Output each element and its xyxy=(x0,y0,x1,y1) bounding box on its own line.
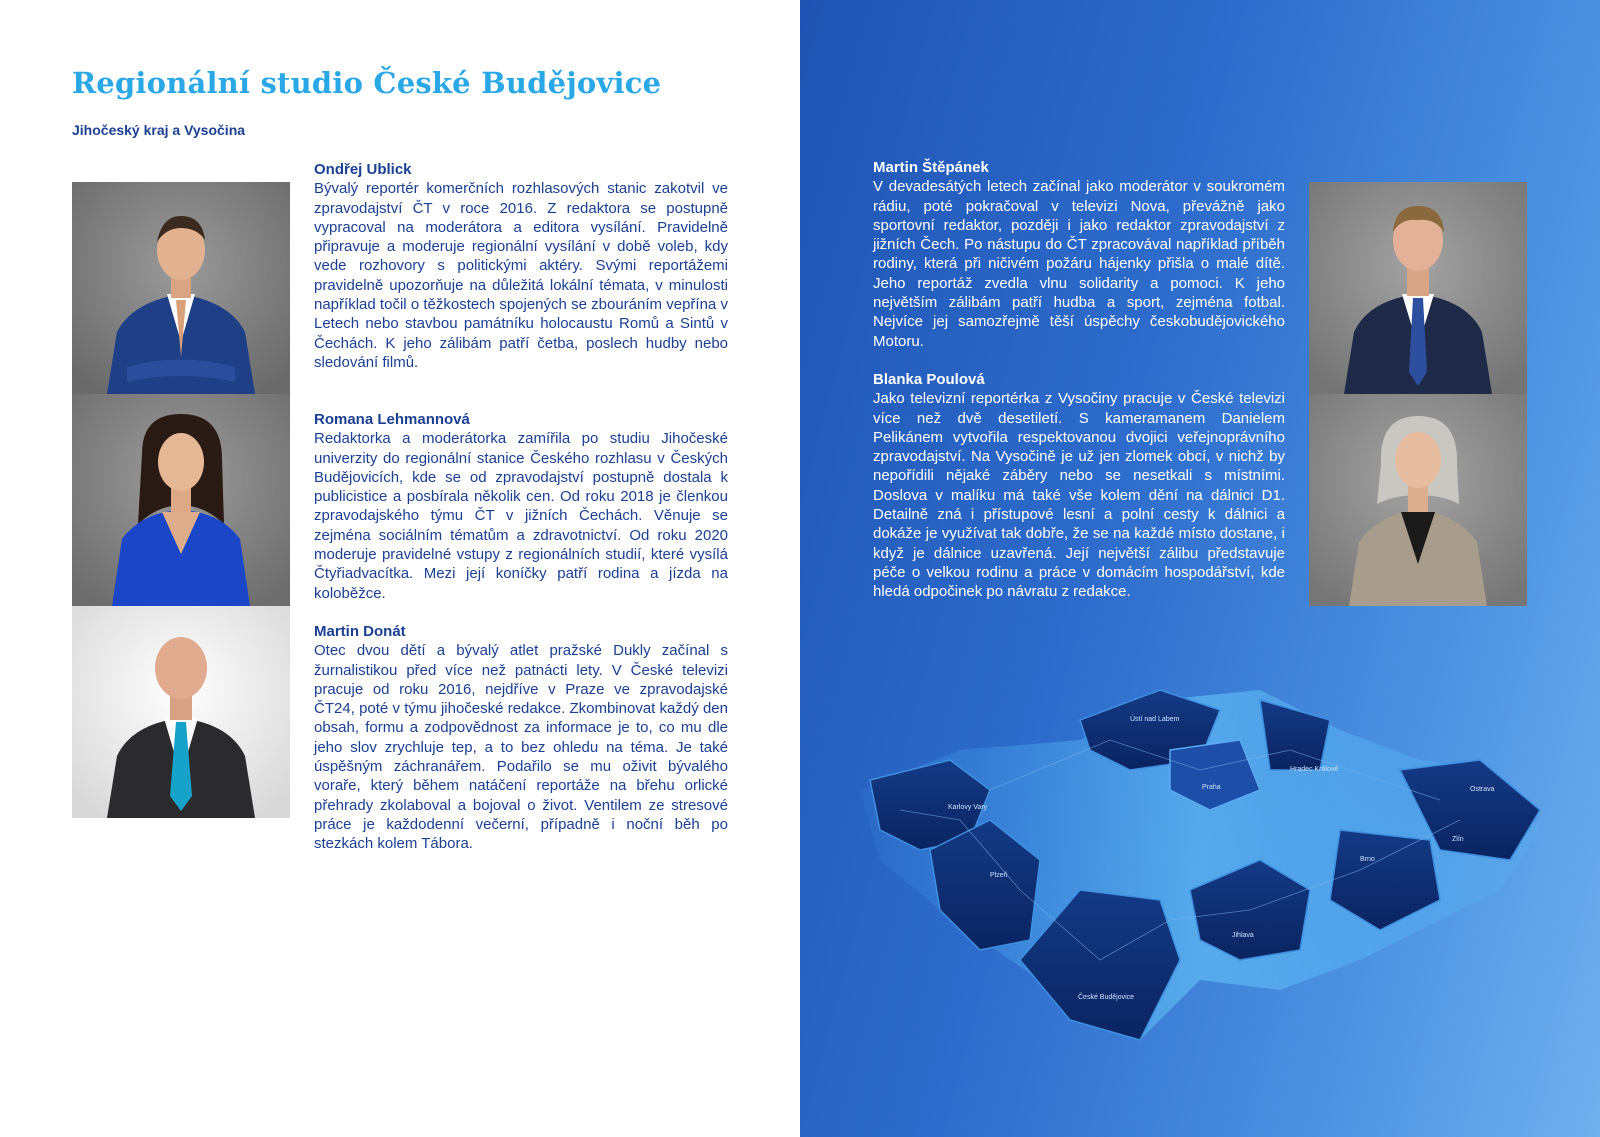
portrait-martin-donat xyxy=(72,606,290,818)
person-bio: Otec dvou dětí a bývalý atlet pražské Dukly začínal s žurnalistikou před více než patnácti lety. V České televizi pracuje od roku 2016, nejdříve v Praze ve zpravodajské ČT24, poté v týmu jihočeské redakce. Zkombinovat každý den obsah, formu a zodpovědnost za informace je to, co mu dle jeho slov zrychluje tep, a to bez ohledu na téma. Je také úspěšným záchranářem. Podařilo se mu oživit bývalého voraře, který během natáčení reportáže na břehu orlické přehrady zkolaboval a bojoval o život. Ventilem ze stresové práce je každodenní večerní, případně i noční běh po stezkách kolem Tábora. xyxy=(314,642,728,853)
bio-martin-stepanek xyxy=(873,158,1285,351)
czech-map-illustration xyxy=(840,660,1580,1100)
bio-ondrej-ublick xyxy=(314,160,728,372)
person-bio: Redaktorka a moderátorka zamířila po studiu Jihočeské univerzity do regionální stanice Českého rozhlasu v Českých Budějovicích, kde se od zpravodajství postupně dostala k publicistice a posbírala několik cen. Od roku 2018 je členkou zpravodajského týmu ČT v jižních Čechách. Věnuje se zejména sociálním tématům a zdravotnictví. Od roku 2020 moderuje pravidelné vstupy z regionálních studií, které vysílá Čtyřiadvacítka. Mezi její koníčky patří rodina a jízda na koloběžce. xyxy=(314,430,728,602)
person-name: Ondřej Ublick xyxy=(314,161,412,178)
portrait-blanka-poulova xyxy=(1309,394,1527,606)
person-name: Blanka Poulová xyxy=(873,371,985,388)
person-name: Martin Štěpánek xyxy=(873,159,989,176)
portrait-martin-stepanek xyxy=(1309,182,1527,394)
map-label-usti-nad-labem: Ústí nad Labem xyxy=(1130,716,1180,723)
bio-martin-donat xyxy=(314,622,728,854)
map-label-karlovy-vary: Karlovy Vary xyxy=(948,804,988,811)
bio-blanka-poulova xyxy=(873,370,1285,602)
portrait-romana-lehmannova xyxy=(72,394,290,606)
person-name: Romana Lehmannová xyxy=(314,411,470,428)
bio-romana-lehmannova xyxy=(314,410,728,603)
map-label-plzen: Plzeň xyxy=(990,872,1008,879)
map-label-ceske-budejovice: České Budějovice xyxy=(1078,994,1135,1001)
person-bio: Jako televizní reportérka z Vysočiny pracuje v České televizi více než dvě desetiletí. S kameramanem Danielem Pelikánem vytvořila respektovanou dvojici veřejnoprávního zpravodajství. Na Vysočině je už jen zlomek obcí, v nichž by nepořídili nějaké záběry nebo se nesetkali s místními. Doslova v malíku má také vše kolem dění na dálnici D1. Detailně zná i přístupové lesní a polní cesty k dálnici a dokáže je využívat tak dobře, že se na každé místo dostane, i když je dálnice uzavřená. Její největší zálibu představuje péče o velkou rodinu a práce v domácím hospodářství, kde hledá odpočinek po návratu z redakce. xyxy=(873,390,1285,601)
person-name: Martin Donát xyxy=(314,623,406,640)
map-label-jihlava: Jihlava xyxy=(1232,932,1254,939)
portrait-ondrej-ublick xyxy=(72,182,290,394)
page-subtitle: Jihočeský kraj a Vysočina xyxy=(72,122,246,138)
map-label-zlin: Zlín xyxy=(1452,836,1464,843)
map-label-ostrava: Ostrava xyxy=(1470,786,1495,793)
person-bio: Bývalý reportér komerčních rozhlasových stanic zakotvil ve zpravodajství ČT v roce 2016. Z redaktora se postupně vypracoval na moderátora a editora vysílání. Pravidelně připravuje a moderuje regionální vysílání v době voleb, kdy vede rozhovory s politickými aktéry. Svými reportážemi pravidelně upozorňuje na důležitá lokální témata, v minulosti například točil o těžkostech spojených se zbouráním vepřína v Letech nebo stavbou památníku holocaustu Romů a Sintů v Čechách. K jeho zálibám patří četba, poslech hudby nebo sledování filmů. xyxy=(314,180,728,371)
page-title: Regionální studio České Budějovice xyxy=(72,66,662,100)
map-label-praha: Praha xyxy=(1202,784,1221,791)
person-bio: V devadesátých letech začínal jako moderátor v soukromém rádiu, poté pokračoval v televizi Nova, převážně jako sportovní redaktor, později i jako redaktor zpravodajství z jižních Čech. Po nástupu do ČT zpracovával například příběh rodiny, která při ničivém požáru hájenky přišla o malé dítě. Jeho reportáž zvedla vlnu solidarity a pomoci. K jeho největším zálibám patří hudba a sport, zejména fotbal. Nejvíce jej samozřejmě těší úspěchy českobudějovického Motoru. xyxy=(873,178,1285,350)
right-page xyxy=(800,0,1600,1137)
map-label-hradec-kralove: Hradec Králové xyxy=(1290,766,1339,773)
map-label-brno: Brno xyxy=(1360,856,1375,863)
